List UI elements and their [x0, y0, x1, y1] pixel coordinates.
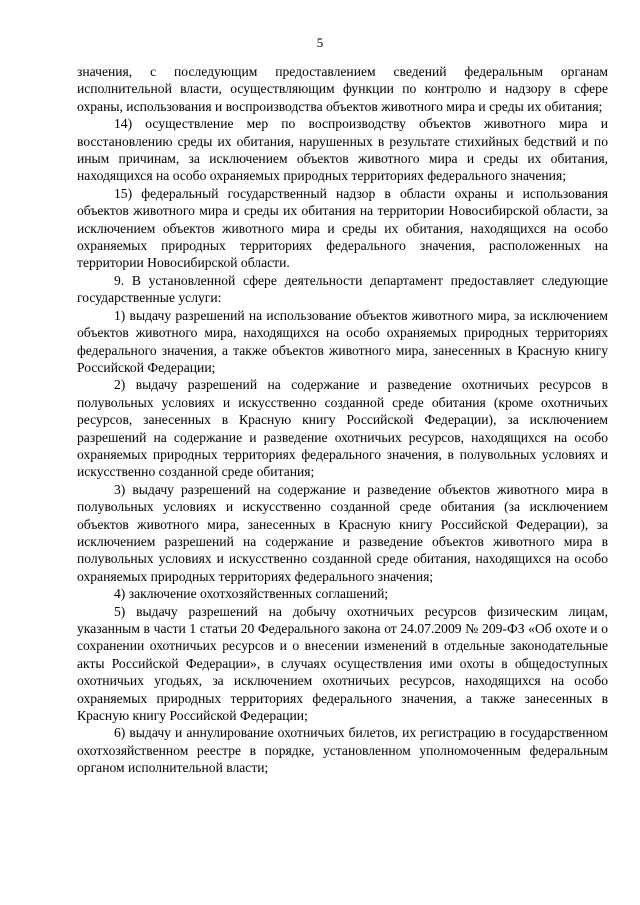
paragraph-service-3: 3) выдачу разрешений на содержание и разведение объектов животного мира в полувольных условиях и искусственно созданной среде обитания (за исключением объектов животного мира, занесенных в Красную книгу Российской Федерации), за исключением разрешений на содержание и разведение объектов животного мира в полувольных условиях и искусственно созданной среде обитания, находящихся на особо охраняемых природных территориях федерального значения; [77, 481, 608, 584]
document-body [77, 63, 608, 777]
paragraph-continuation: значения, с последующим предоставлением сведений федеральным органам исполнительной власти, осуществляющим функции по контролю и надзору в сфере охраны, использования и воспроизводства объектов животного мира и среды их обитания; [77, 64, 608, 114]
paragraph-service-2: 2) выдачу разрешений на содержание и разведение охотничьих ресурсов в полувольных условиях и искусственно созданной среде обитания (кроме охотничьих ресурсов, занесенных в Красную книгу Российской Федерации), за исключением разрешений на содержание и разведение охотничьих ресурсов, находящихся на особо охраняемых природных территориях федерального значения, в полувольных условиях и искусственно созданной среде обитания; [77, 377, 608, 480]
paragraph-section-9: 9. В установленной сфере деятельности департамент предоставляет следующие государственные услуги: [77, 272, 608, 306]
paragraph-service-1: 1) выдачу разрешений на использование объектов животного мира, за исключением объектов животного мира, находящихся на особо охраняемых природных территориях федерального значения, а также объектов животного мира, занесенных в Красную книгу Российской Федерации; [77, 307, 608, 375]
paragraph-item-15: 15) федеральный государственный надзор в области охраны и использования объектов животного мира и среды их обитания на территории Новосибирской области, за исключением объектов животного мира и среды их обитания, находящихся на особо охраняемых природных территориях федерального значения, расположенных на территории Новосибирской области. [77, 185, 608, 271]
paragraph-item-14: 14) осуществление мер по воспроизводству объектов животного мира и восстановлению среды их обитания, нарушенных в результате стихийных бедствий и по иным причинам, за исключением объектов животного мира и среды их обитания, находящихся на особо охраняемых природных территориях федерального значения; [77, 116, 608, 184]
paragraph-service-5: 5) выдачу разрешений на добычу охотничьих ресурсов физическим лицам, указанным в части 1 статьи 20 Федерального закона от 24.07.2009 № 209-ФЗ «Об охоте и о сохранении охотничьих ресурсов и о внесении изменений в отдельные законодательные акты Российской Федерации», в случаях осуществления ими охоты в общедоступных охотничьих угодьях, за исключением охотничьих ресурсов, находящихся на особо охраняемых природных территориях федерального значения, а также занесенных в Красную книгу Российской Федерации; [77, 603, 608, 724]
paragraph-service-4: 4) заключение охотхозяйственных соглашений; [114, 586, 389, 602]
paragraph-service-6: 6) выдачу и аннулирование охотничьих билетов, их регистрацию в государственном охотхозяйственном реестре в порядке, установленном уполномоченным федеральным органом исполнительной власти; [77, 725, 608, 776]
page-number: 5 [316, 35, 324, 50]
